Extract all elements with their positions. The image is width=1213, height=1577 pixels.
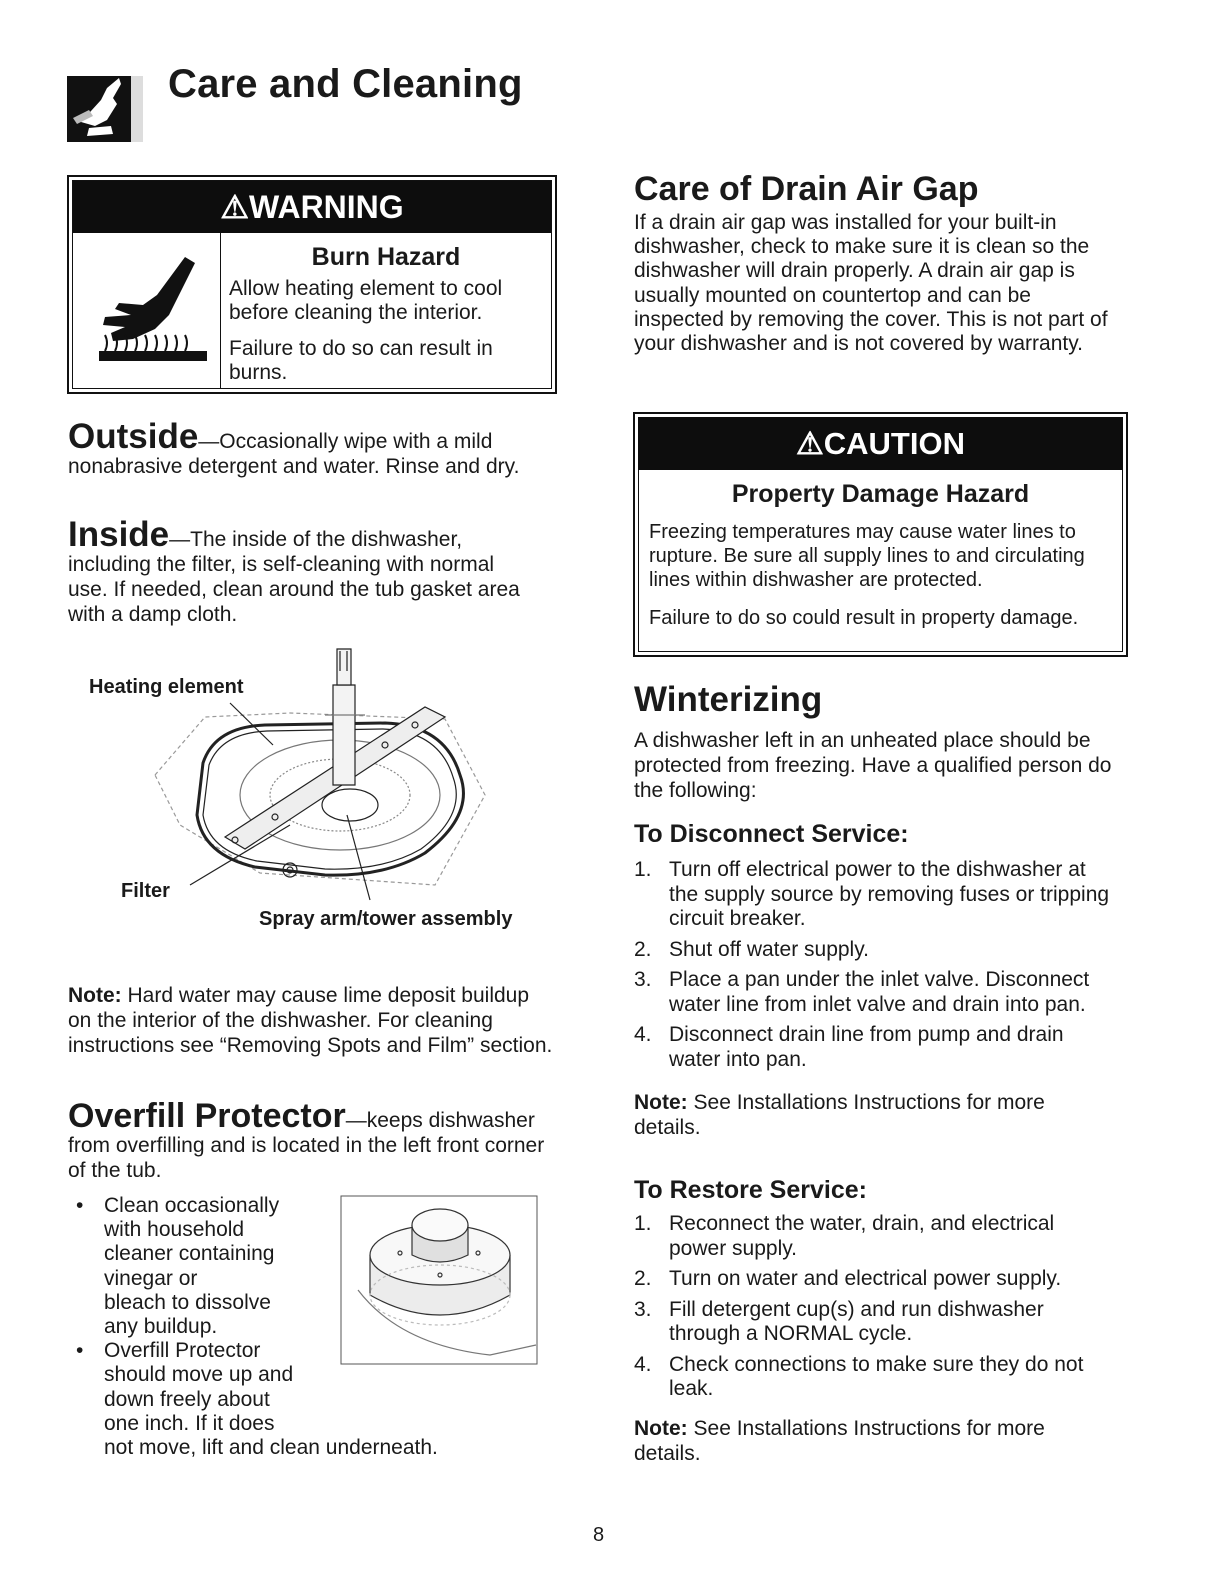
step-item: 1. Reconnect the water, drain, and electrical power supply. <box>634 1212 1055 1260</box>
step-item: 3. Place a pan under the inlet valve. Disconnect water line from inlet valve and drain into pan. <box>634 968 1090 1016</box>
page-title: Care and Cleaning <box>168 62 523 106</box>
note-hard-water <box>68 983 558 1058</box>
warning-title: Burn Hazard <box>311 243 461 271</box>
step-item: 4. Check connections to make sure they do not leak. <box>634 1352 1084 1400</box>
inside-text: including the filter, is self-cleaning with normal use. If needed, clean around the tub gasket area with a damp cloth. <box>68 553 520 626</box>
page-number: 8 <box>593 1524 605 1546</box>
step-item: 1. Turn off electrical power to the dishwasher at the supply source by removing fuses or tripping circuit breaker. <box>634 858 1110 930</box>
drain-air-gap-text: If a drain air gap was installed for your built-in dishwasher, check to make sure it is clean so the dishwasher will drain properly. A drain air gap is usually mounted on countertop and can be inspected by removing the cover. This is not part of your dishwasher and is not covered by warranty. <box>634 211 1108 356</box>
disconnect-note: Note: See Installations Instructions for more details. <box>634 1091 1045 1139</box>
burn-hazard-icon <box>85 253 213 373</box>
caution-text-1: Freezing temperatures may cause water lines to rupture. Be sure all supply lines to and circulating lines within dishwasher are protected. <box>649 521 1085 591</box>
inside-section <box>68 515 538 627</box>
caution-box <box>633 412 1128 657</box>
step-item: 2. Shut off water supply. <box>634 937 870 961</box>
outside-section <box>68 417 558 479</box>
overfill-lead: —keeps dishwasher <box>345 1109 535 1132</box>
restore-heading: To Restore Service: <box>634 1176 867 1204</box>
caution-banner: ⚠CAUTION <box>638 417 1123 470</box>
disconnect-steps <box>634 858 1114 1078</box>
restore-steps <box>634 1212 1114 1408</box>
bullet-item: • Overfill Protector should move up and down freely about one inch. If it does not move, lift and clean underneath. <box>76 1339 438 1460</box>
overfill-text: from overfilling and is located in the left front corner of the tub. <box>68 1134 545 1182</box>
outside-heading: Outside <box>68 417 199 456</box>
step-item: 3. Fill detergent cup(s) and run dishwasher through a NORMAL cycle. <box>634 1297 1044 1345</box>
inside-lead: —The inside of the dishwasher, <box>169 528 463 551</box>
caution-title: Property Damage Hazard <box>731 480 1030 508</box>
winterizing-text: A dishwasher left in an unheated place should be protected from freezing. Have a qualified person do the following: <box>634 729 1112 802</box>
label-heating-element: Heating element <box>89 676 244 698</box>
outside-lead: —Occasionally wipe with a mild <box>198 430 493 453</box>
bullet-item: • Clean occasionally with household cleaner containing vinegar or bleach to dissolve any buildup. <box>76 1194 280 1339</box>
step-item: 4. Disconnect drain line from pump and drain water into pan. <box>634 1023 1064 1071</box>
overfill-section <box>68 1097 558 1183</box>
warning-text-2: Failure to do so can result in burns. <box>229 337 493 384</box>
step-item: 2. Turn on water and electrical power supply. <box>634 1267 1062 1290</box>
overfill-heading: Overfill Protector <box>68 1097 346 1135</box>
winterizing-heading: Winterizing <box>634 680 823 719</box>
inside-heading: Inside <box>68 515 170 554</box>
restore-note: Note: See Installations Instructions for more details. <box>634 1417 1045 1465</box>
warning-box <box>67 175 557 394</box>
warning-banner: ⚠WARNING <box>73 181 551 233</box>
outside-text: nonabrasive detergent and water. Rinse and dry. <box>68 455 520 478</box>
overfill-protector-image <box>340 1195 538 1365</box>
note-label: Note: <box>68 984 122 1007</box>
note-text: Hard water may cause lime deposit buildup on the interior of the dishwasher. For cleaning instructions see “Removing Spots and Film” section. <box>68 984 553 1057</box>
label-filter: Filter <box>121 880 170 902</box>
hand-cleaning-icon <box>67 70 149 148</box>
warning-text-1: Allow heating element to cool before cleaning the interior. <box>229 277 503 324</box>
disconnect-heading: To Disconnect Service: <box>634 820 909 848</box>
label-spray-arm: Spray arm/tower assembly <box>259 908 513 930</box>
caution-text-2: Failure to do so could result in property damage. <box>649 607 1079 629</box>
drain-air-gap-heading: Care of Drain Air Gap <box>634 170 979 208</box>
